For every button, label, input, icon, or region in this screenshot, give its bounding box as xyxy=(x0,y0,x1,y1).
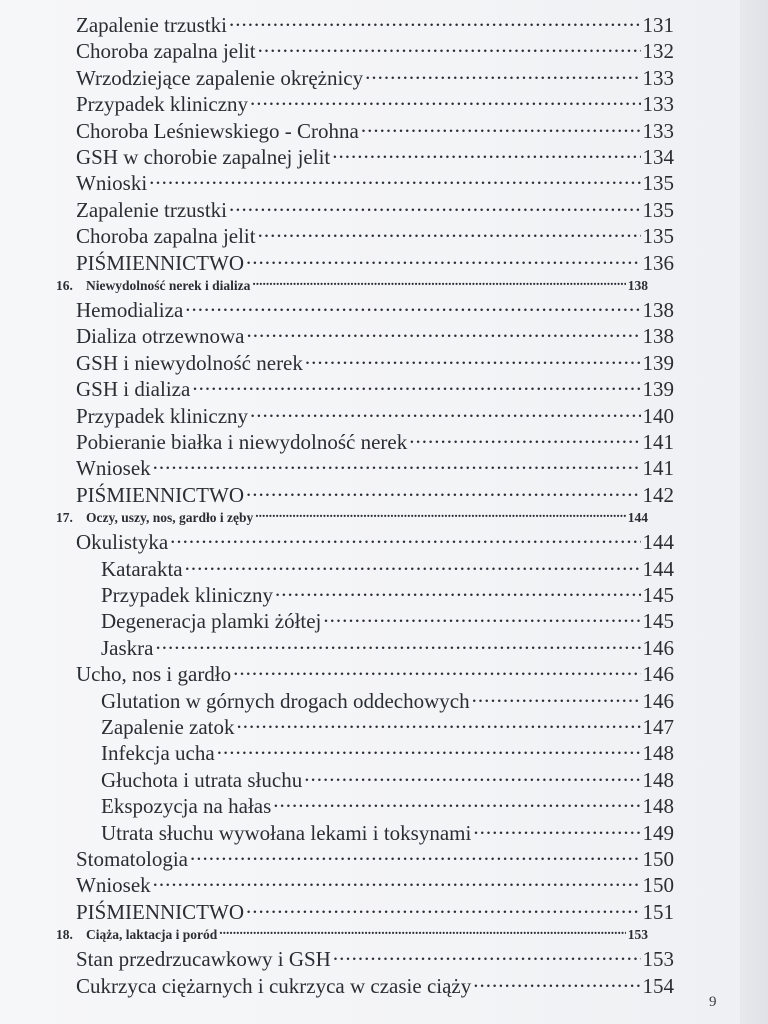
entry-page-number: 146 xyxy=(642,662,674,687)
toc-entry xyxy=(76,967,674,998)
entry-title: Stan przedrzucawkowy i GSH xyxy=(76,947,331,972)
dot-leader xyxy=(250,85,640,111)
toc-chapter-heading xyxy=(56,504,648,526)
entry-page-number: 151 xyxy=(642,899,674,924)
toc-entry xyxy=(76,344,674,375)
entry-title: Ekspozycja na hałas xyxy=(101,794,272,819)
dot-leader xyxy=(246,244,641,270)
entry-title: PIŚMIENNICTWO xyxy=(76,899,244,924)
dot-leader xyxy=(258,217,641,243)
entry-title: Dializa otrzewnowa xyxy=(76,324,245,349)
entry-title: Przypadek kliniczny xyxy=(76,92,249,117)
dot-leader xyxy=(361,112,641,138)
dot-leader xyxy=(233,655,640,681)
toc-entry xyxy=(76,476,674,507)
toc-entry xyxy=(101,682,674,713)
toc-entry xyxy=(101,550,674,581)
entry-page-number: 146 xyxy=(642,688,674,713)
entry-title: Wniosek xyxy=(76,456,151,481)
entry-title: Degeneracja plamki żółtej xyxy=(101,609,322,634)
dot-leader xyxy=(323,602,640,628)
entry-page-number: 148 xyxy=(642,767,674,792)
chapter-page-number: 144 xyxy=(627,510,648,526)
chapter-title: Niewydolność nerek i dializa xyxy=(86,278,251,293)
chapter-number: 17. xyxy=(56,510,73,526)
entry-page-number: 149 xyxy=(642,820,674,845)
dot-leader xyxy=(365,59,640,85)
entry-page-number: 153 xyxy=(642,947,674,972)
toc-entry xyxy=(76,449,674,481)
toc-entry xyxy=(76,840,674,871)
chapter-number: 16. xyxy=(56,278,73,293)
toc-entry xyxy=(76,655,674,687)
page-number: 9 xyxy=(709,994,717,1010)
page-edge xyxy=(740,0,768,1024)
toc-entry xyxy=(76,112,674,143)
dot-leader xyxy=(192,370,640,396)
entry-page-number: 136 xyxy=(642,250,674,275)
toc-entry xyxy=(76,138,674,169)
entry-page-number: 135 xyxy=(642,197,674,222)
entry-title: Choroba zapalna jelit xyxy=(76,224,256,249)
entry-title: GSH i niewydolność nerek xyxy=(76,350,303,375)
entry-page-number: 150 xyxy=(642,847,674,871)
dot-leader xyxy=(246,893,641,919)
entry-title: Glutation w górnych drogach oddechowych xyxy=(101,688,470,713)
dot-leader xyxy=(255,504,625,522)
entry-page-number: 135 xyxy=(642,171,674,196)
entry-title: Głuchota i utrata słuchu xyxy=(101,767,303,792)
entry-page-number: 148 xyxy=(642,741,674,766)
toc-entry xyxy=(76,32,674,64)
entry-page-number: 147 xyxy=(642,715,674,739)
toc-entry xyxy=(76,164,674,196)
dot-leader xyxy=(153,866,641,892)
entry-page-number: 141 xyxy=(642,456,674,481)
entry-title: Utrata słuchu wywołana lekami i toksynami xyxy=(101,820,472,845)
entry-page-number: 150 xyxy=(642,873,674,898)
entry-title: Zapalenie trzustki xyxy=(76,13,228,37)
dot-leader xyxy=(250,397,640,423)
toc-entry xyxy=(76,291,674,322)
dot-leader xyxy=(217,734,641,760)
entry-page-number: 139 xyxy=(642,350,674,375)
entry-title: Zapalenie trzustki xyxy=(76,197,228,222)
dot-leader xyxy=(333,940,641,966)
toc-entry xyxy=(101,787,674,819)
dot-leader xyxy=(155,629,640,655)
toc-chapter-heading xyxy=(56,921,648,943)
entry-page-number: 148 xyxy=(642,794,674,819)
entry-title: Choroba Leśniewskiego - Crohna xyxy=(76,118,359,143)
toc-entry xyxy=(76,85,674,117)
entry-title: GSH i dializa xyxy=(76,377,191,402)
toc-entry xyxy=(76,523,674,555)
toc-entry xyxy=(101,629,674,660)
entry-page-number: 142 xyxy=(642,482,674,507)
dot-leader xyxy=(304,761,640,787)
entry-page-number: 135 xyxy=(642,224,674,249)
dot-leader xyxy=(305,344,641,370)
toc-entry xyxy=(76,59,674,90)
chapter-title: Ciąża, laktacja i poród xyxy=(86,927,218,943)
dot-leader xyxy=(273,787,640,813)
entry-page-number: 144 xyxy=(642,530,674,555)
toc-entry xyxy=(101,814,674,845)
toc-entry xyxy=(101,734,674,766)
dot-leader xyxy=(229,6,640,32)
entry-title: Choroba zapalna jelit xyxy=(76,39,256,64)
toc-entry xyxy=(76,317,674,349)
entry-title: Wniosek xyxy=(76,873,151,898)
entry-title: Wnioski xyxy=(76,171,148,196)
entry-page-number: 133 xyxy=(642,92,674,117)
entry-page-number: 138 xyxy=(642,298,674,322)
toc-entry xyxy=(76,191,674,222)
entry-page-number: 145 xyxy=(642,583,674,607)
entry-title: Stomatologia xyxy=(76,847,188,871)
entry-title: Cukrzyca ciężarnych i cukrzyca w czasie ciąży xyxy=(76,973,472,998)
entry-page-number: 131 xyxy=(642,13,674,37)
entry-page-number: 144 xyxy=(642,556,674,581)
toc-entry xyxy=(76,6,674,37)
entry-title: Infekcja ucha xyxy=(101,741,215,766)
entry-title: PIŚMIENNICTWO xyxy=(76,250,244,275)
entry-title: GSH w chorobie zapalnej jelit xyxy=(76,145,331,169)
dot-leader xyxy=(275,576,640,602)
entry-title: Jaskra xyxy=(101,635,154,660)
toc-entry xyxy=(76,423,674,454)
entry-title: Pobieranie białka i niewydolność nerek xyxy=(76,430,408,454)
chapter-page-number: 138 xyxy=(627,278,648,293)
toc-entry xyxy=(76,866,674,898)
dot-leader xyxy=(246,476,641,502)
dot-leader xyxy=(229,191,640,217)
entry-page-number: 154 xyxy=(642,973,674,998)
dot-leader xyxy=(409,423,640,449)
dot-leader xyxy=(332,138,640,164)
entry-page-number: 146 xyxy=(642,635,674,660)
entry-page-number: 145 xyxy=(642,609,674,634)
dot-leader xyxy=(258,32,641,58)
toc-entry xyxy=(76,217,674,249)
dot-leader xyxy=(473,814,640,840)
dot-leader xyxy=(190,840,641,866)
dot-leader xyxy=(252,272,625,290)
entry-page-number: 134 xyxy=(642,145,674,169)
toc-entry xyxy=(101,576,674,607)
entry-page-number: 132 xyxy=(642,39,674,64)
toc-entry xyxy=(76,244,674,275)
dot-leader xyxy=(473,967,640,993)
dot-leader xyxy=(149,164,640,190)
entry-title: PIŚMIENNICTWO xyxy=(76,482,244,507)
entry-page-number: 140 xyxy=(642,403,674,428)
toc-entry xyxy=(101,761,674,792)
toc-entry xyxy=(76,940,674,972)
dot-leader xyxy=(153,449,641,475)
toc-entry xyxy=(101,708,674,739)
entry-title: Zapalenie zatok xyxy=(101,715,235,739)
chapter-title: Oczy, uszy, nos, gardło i zęby xyxy=(86,510,254,526)
toc-entry xyxy=(76,893,674,924)
dot-leader xyxy=(247,317,641,343)
dot-leader xyxy=(237,708,641,734)
dot-leader xyxy=(472,682,641,708)
dot-leader xyxy=(219,921,626,939)
entry-page-number: 133 xyxy=(642,65,674,90)
entry-title: Okulistyka xyxy=(76,530,169,555)
chapter-number: 18. xyxy=(56,927,73,943)
toc-entry xyxy=(76,370,674,402)
entry-title: Hemodializa xyxy=(76,298,184,322)
entry-title: Katarakta xyxy=(101,556,183,581)
dot-leader xyxy=(170,523,640,549)
entry-page-number: 139 xyxy=(642,377,674,402)
dot-leader xyxy=(185,291,640,317)
toc-entry xyxy=(101,602,674,634)
entry-title: Przypadek kliniczny xyxy=(101,583,274,607)
entry-page-number: 141 xyxy=(642,430,674,454)
entry-page-number: 138 xyxy=(642,324,674,349)
dot-leader xyxy=(185,550,641,576)
chapter-page-number: 153 xyxy=(627,927,648,943)
entry-page-number: 133 xyxy=(642,118,674,143)
entry-title: Wrzodziejące zapalenie okrężnicy xyxy=(76,65,364,90)
entry-title: Przypadek kliniczny xyxy=(76,403,249,428)
entry-title: Ucho, nos i gardło xyxy=(76,662,232,687)
toc-chapter-heading xyxy=(56,272,648,293)
toc-entry xyxy=(76,397,674,428)
